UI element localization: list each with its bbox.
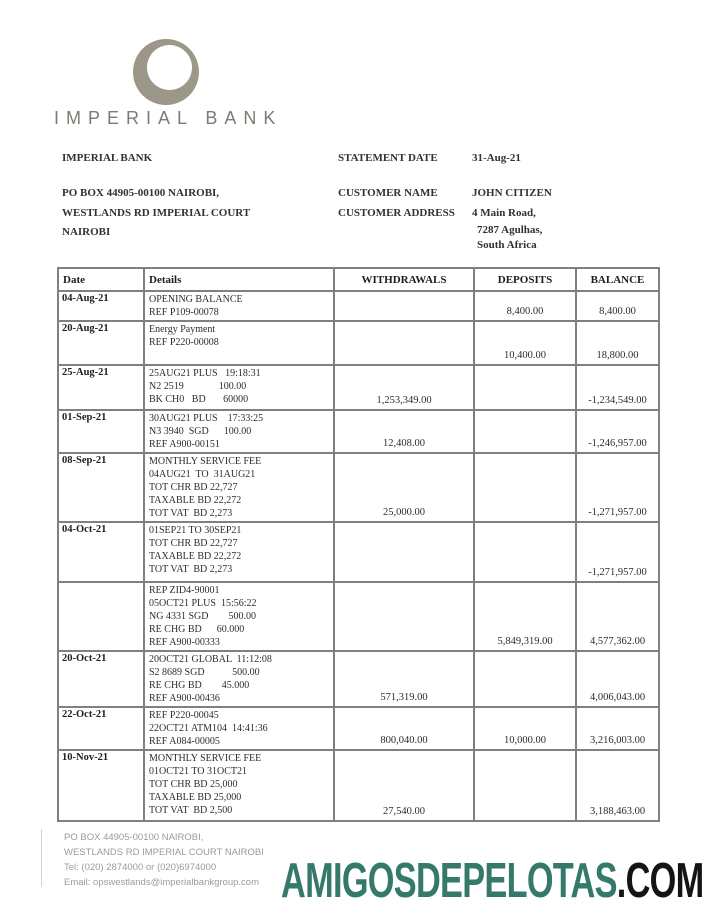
statement-row [58,651,659,707]
deposits-cell: 5,849,319.00 [474,582,576,651]
withdrawals-cell: 25,000.00 [334,453,474,522]
date-cell: 20-Aug-21 [58,321,144,365]
detail-line: TAXABLE BD 22,272 [149,551,242,562]
balance-cell: -1,271,957.00 [576,453,659,522]
balance-cell: -1,246,957.00 [576,410,659,453]
header-deposits: DEPOSITS [474,268,576,291]
header-date: Date [58,268,144,291]
detail-line: REF A900-00333 [149,637,220,648]
detail-line: TOT VAT BD 2,273 [149,508,233,519]
detail-line: 25AUG21 PLUS 19:18:31 [149,368,261,379]
details-cell [144,365,334,410]
detail-line: TAXABLE BD 22,272 [149,495,242,506]
customer-name-value: JOHN CITIZEN [472,187,552,199]
details-cell [144,291,334,321]
detail-line: NG 4331 SGD 500.00 [149,611,256,622]
watermark-tld: .COM [617,854,704,908]
withdrawals-cell [334,522,474,582]
detail-line: REF A900-00151 [149,439,220,450]
detail-line: TOT VAT BD 2,500 [149,805,233,816]
detail-line: 20OCT21 GLOBAL 11:12:08 [149,654,272,665]
date-cell: 25-Aug-21 [58,365,144,410]
table-header-row [58,268,659,291]
watermark-name: AMIGOSDEPELOTAS [281,854,618,908]
date-cell: 08-Sep-21 [58,453,144,522]
detail-line: 30AUG21 PLUS 17:33:25 [149,413,264,424]
statement-table-body [58,291,659,821]
details-cell [144,522,334,582]
footer-divider [41,829,42,887]
withdrawals-cell [334,321,474,365]
detail-line: REF P220-00008 [149,337,219,348]
header-details: Details [144,268,334,291]
details-cell [144,750,334,821]
bank-address-line1: PO BOX 44905-00100 NAIROBI, [62,187,220,199]
date-cell: 22-Oct-21 [58,707,144,750]
detail-line: 05OCT21 PLUS 15:56:22 [149,598,257,609]
withdrawals-cell: 12,408.00 [334,410,474,453]
footer-line2: WESTLANDS RD IMPERIAL COURT NAIROBI [64,847,264,858]
detail-line: REF P109-00078 [149,307,219,318]
detail-line: 01OCT21 TO 31OCT21 [149,766,247,777]
withdrawals-cell [334,291,474,321]
statement-row [58,582,659,651]
site-watermark [281,854,704,908]
detail-line: MONTHLY SERVICE FEE [149,753,262,764]
balance-cell: 3,216,003.00 [576,707,659,750]
detail-line: 22OCT21 ATM104 14:41:36 [149,723,268,734]
deposits-cell [474,651,576,707]
detail-line: TOT CHR BD 22,727 [149,482,238,493]
deposits-cell [474,522,576,582]
detail-line: BK CH0 BD 60000 [149,394,249,405]
detail-line: TOT CHR BD 25,000 [149,779,238,790]
header-withdrawals: WITHDRAWALS [334,268,474,291]
details-cell [144,582,334,651]
statement-date-label: STATEMENT DATE [338,152,438,164]
detail-line: 04AUG21 TO 31AUG21 [149,469,256,480]
footer-address-block [64,830,264,890]
customer-address-line2: 7287 Agulhas, [477,224,543,236]
detail-line: S2 8689 SGD 500.00 [149,667,260,678]
statement-row [58,453,659,522]
statement-row [58,707,659,750]
detail-line: Energy Payment [149,324,216,335]
deposits-cell: 10,000.00 [474,707,576,750]
details-cell [144,651,334,707]
date-cell: 01-Sep-21 [58,410,144,453]
deposits-cell [474,453,576,522]
detail-line: REF P220-00045 [149,710,219,721]
customer-name-label: CUSTOMER NAME [338,187,438,199]
details-cell [144,453,334,522]
statement-table [57,267,658,822]
details-cell [144,410,334,453]
detail-line: N2 2519 100.00 [149,381,247,392]
balance-cell: 4,006,043.00 [576,651,659,707]
detail-line: OPENING BALANCE [149,294,243,305]
detail-line: REF A084-00005 [149,736,220,747]
deposits-cell [474,365,576,410]
statement-row [58,522,659,582]
detail-line: RE CHG BD 45.000 [149,680,250,691]
details-cell [144,707,334,750]
detail-line: REP ZID4-90001 [149,585,220,596]
balance-cell: 4,577,362.00 [576,582,659,651]
withdrawals-cell [334,582,474,651]
footer-line3: Tel: (020) 2874000 or (020)6974000 [64,862,217,873]
bank-address-line2: WESTLANDS RD IMPERIAL COURT [62,207,251,219]
bank-logo-icon [126,36,206,108]
date-cell: 20-Oct-21 [58,651,144,707]
statement-row [58,410,659,453]
deposits-cell [474,410,576,453]
footer-line1: PO BOX 44905-00100 NAIROBI, [64,832,204,843]
balance-cell: 8,400.00 [576,291,659,321]
detail-line: TOT VAT BD 2,273 [149,564,233,575]
statement-row [58,750,659,821]
detail-line: TAXABLE BD 25,000 [149,792,242,803]
detail-line: N3 3940 SGD 100.00 [149,426,252,437]
withdrawals-cell: 800,040.00 [334,707,474,750]
statement-row [58,321,659,365]
deposits-cell: 10,400.00 [474,321,576,365]
date-cell: 04-Oct-21 [58,522,144,582]
header-balance: BALANCE [576,268,659,291]
withdrawals-cell: 27,540.00 [334,750,474,821]
footer-line4: Email: opswestlands@imperialbankgroup.com [64,877,259,888]
statement-date-value: 31-Aug-21 [472,152,521,164]
deposits-cell: 8,400.00 [474,291,576,321]
detail-line: MONTHLY SERVICE FEE [149,456,262,467]
withdrawals-cell: 571,319.00 [334,651,474,707]
statement-row [58,365,659,410]
date-cell: 10-Nov-21 [58,750,144,821]
balance-cell: -1,271,957.00 [576,522,659,582]
bank-logo-wordmark: IMPERIAL BANK [54,108,283,128]
date-cell: 04-Aug-21 [58,291,144,321]
customer-address-line1: 4 Main Road, [472,207,536,219]
detail-line: TOT CHR BD 22,727 [149,538,238,549]
bank-name: IMPERIAL BANK [62,152,153,164]
date-cell [58,582,144,651]
detail-line: RE CHG BD 60.000 [149,624,245,635]
bank-address-line3: NAIROBI [62,226,111,238]
deposits-cell [474,750,576,821]
balance-cell: 3,188,463.00 [576,750,659,821]
customer-address-label: CUSTOMER ADDRESS [338,207,455,219]
details-cell [144,321,334,365]
customer-address-line3: South Africa [477,239,537,251]
detail-line: REF A900-00436 [149,693,220,704]
detail-line: 01SEP21 TO 30SEP21 [149,525,242,536]
balance-cell: 18,800.00 [576,321,659,365]
statement-row [58,291,659,321]
balance-cell: -1,234,549.00 [576,365,659,410]
withdrawals-cell: 1,253,349.00 [334,365,474,410]
